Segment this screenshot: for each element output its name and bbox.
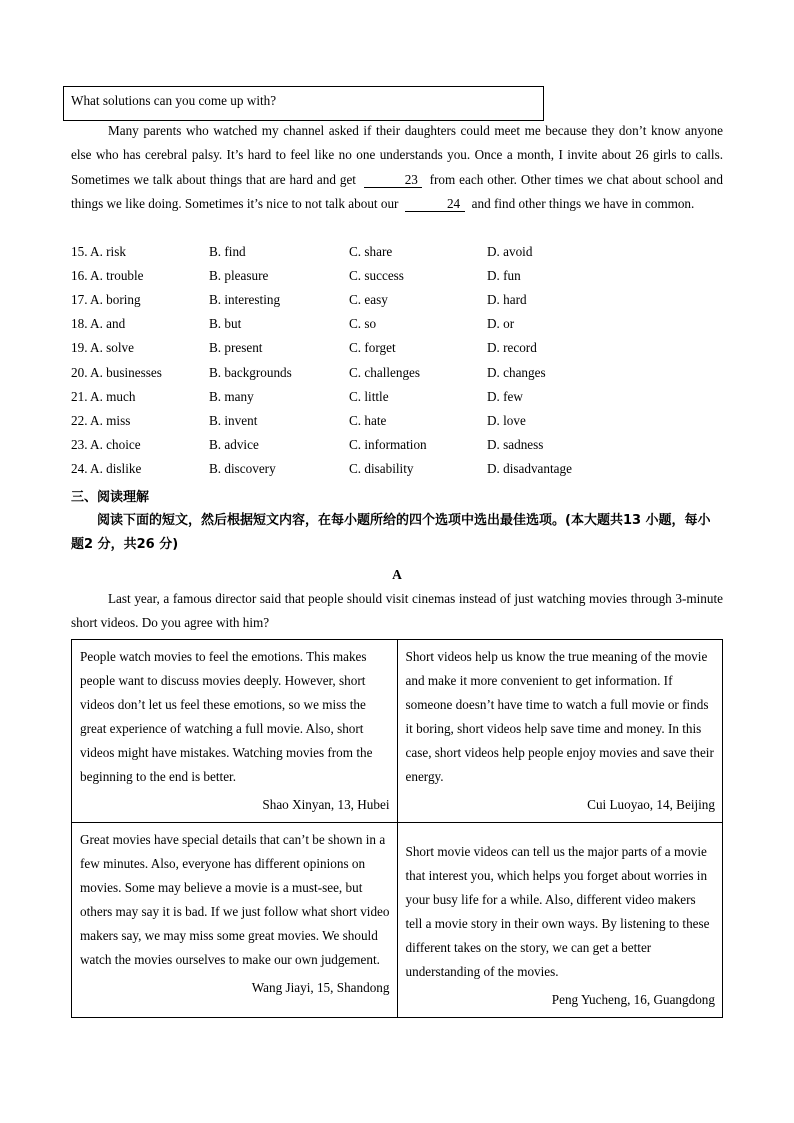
- option-b: B. interesting: [209, 292, 281, 307]
- blank-24: 24: [405, 196, 465, 212]
- opinions-table: [71, 639, 723, 1018]
- passage-text-3: and find other things we have in common.: [471, 195, 695, 211]
- intro-text: Last year, a famous director said that people should visit cinemas instead of just watching movies through 3-minute short videos. Do you agree with him?: [71, 591, 723, 631]
- instructions: 阅读下面的短文，然后根据短文内容，在每小题所给的四个选项中选出最佳选项。(本大题共13 小题，每小题2 分，共26 分): [71, 513, 711, 552]
- question-box-text: What solutions can you come up with?: [71, 93, 277, 108]
- opinion-text: People watch movies to feel the emotions. This makes people want to discuss movies deeply. However, short videos don’t let us feel these emotions, so we miss the great experience of watching a full movie. Also, short videos might have mistakes. Watching movies from the beginning to the end is better.: [80, 649, 373, 784]
- passage-text-1: Many parents who watched my channel asked if their daughters could meet me because they don’t know anyone else who has cerebral palsy. It’s hard to feel like no one understands you. Once a month, I invite about 26 girls to calls. Sometimes we talk about things that are hard and get: [71, 123, 723, 187]
- option-b: B. present: [209, 340, 263, 355]
- option-c: C. disability: [349, 461, 414, 476]
- option-a: 18. A. and: [71, 316, 126, 331]
- option-b: B. many: [209, 389, 254, 404]
- table-row: [72, 640, 723, 823]
- blank-23: 23: [364, 172, 422, 188]
- passage-text-2: from each other. Other times we chat about school and things we like doing. Sometimes it’s nice to not talk about our: [71, 171, 723, 211]
- option-a: 23. A. choice: [71, 437, 141, 452]
- question-box: [63, 86, 544, 121]
- option-d: D. love: [487, 413, 526, 428]
- cloze-passage: [71, 119, 723, 216]
- opinion-cell: [72, 640, 398, 823]
- option-d: D. or: [487, 316, 515, 331]
- option-d: D. changes: [487, 365, 546, 380]
- option-c: C. success: [349, 268, 404, 283]
- option-a: 21. A. much: [71, 389, 136, 404]
- option-b: B. discovery: [209, 461, 276, 476]
- option-c: C. challenges: [349, 365, 421, 380]
- option-b: B. find: [209, 244, 246, 259]
- opinion-text: Short videos help us know the true meaning of the movie and make it more convenient to get information. If someone doesn’t have time to watch a full movie or finds it boring, short videos help save time and money. In this case, short videos help people enjoy movies and save their energy.: [405, 649, 714, 784]
- opinion-cell: [72, 823, 398, 1018]
- opinion-author: Cui Luoyao, 14, Beijing: [587, 797, 715, 812]
- option-d: D. fun: [487, 268, 521, 283]
- opinion-cell: [397, 823, 723, 1018]
- opinion-text: Short movie videos can tell us the major parts of a movie that interest you, which helps you forget about worries in your busy life for a while. Also, different video makers tell a movie story in their own ways. By listening to these different takes on the story, we can get a better understanding of the movies.: [405, 844, 710, 979]
- option-b: B. advice: [209, 437, 259, 452]
- table-row: [72, 823, 723, 1018]
- option-a: 20. A. businesses: [71, 365, 162, 380]
- intro-paragraph: [71, 587, 723, 636]
- option-c: C. information: [349, 437, 427, 452]
- option-a: 22. A. miss: [71, 413, 131, 428]
- opinion-author: Peng Yucheng, 16, Guangdong: [551, 992, 715, 1007]
- section-heading: 三、阅读理解: [71, 490, 150, 505]
- option-c: C. little: [349, 389, 389, 404]
- option-d: D. sadness: [487, 437, 544, 452]
- option-c: C. easy: [349, 292, 388, 307]
- option-d: D. record: [487, 340, 537, 355]
- option-b: B. but: [209, 316, 242, 331]
- option-a: 19. A. solve: [71, 340, 135, 355]
- option-b: B. invent: [209, 413, 258, 428]
- opinion-text: Great movies have special details that can’t be shown in a few minutes. Also, everyone has different opinions on movies. Some may believe a movie is a must-see, but others may say it is bad. If we just follow what short video makers say, we may miss some great movies. We should watch the movies ourselves to make our own judgement.: [80, 832, 390, 967]
- option-d: D. avoid: [487, 244, 533, 259]
- option-a: 24. A. dislike: [71, 461, 142, 476]
- option-c: C. hate: [349, 413, 387, 428]
- option-d: D. hard: [487, 292, 527, 307]
- option-b: B. backgrounds: [209, 365, 292, 380]
- option-a: 17. A. boring: [71, 292, 141, 307]
- option-d: D. few: [487, 389, 523, 404]
- option-d: D. disadvantage: [487, 461, 572, 476]
- options-list: [0, 240, 794, 482]
- option-c: C. so: [349, 316, 377, 331]
- opinion-author: Shao Xinyan, 13, Hubei: [262, 797, 390, 812]
- opinion-cell: [397, 640, 723, 823]
- opinion-author: Wang Jiayi, 15, Shandong: [251, 980, 390, 995]
- section-label: A: [392, 567, 402, 582]
- option-c: C. forget: [349, 340, 396, 355]
- option-a: 15. A. risk: [71, 244, 126, 259]
- option-b: B. pleasure: [209, 268, 269, 283]
- option-c: C. share: [349, 244, 393, 259]
- option-a: 16. A. trouble: [71, 268, 144, 283]
